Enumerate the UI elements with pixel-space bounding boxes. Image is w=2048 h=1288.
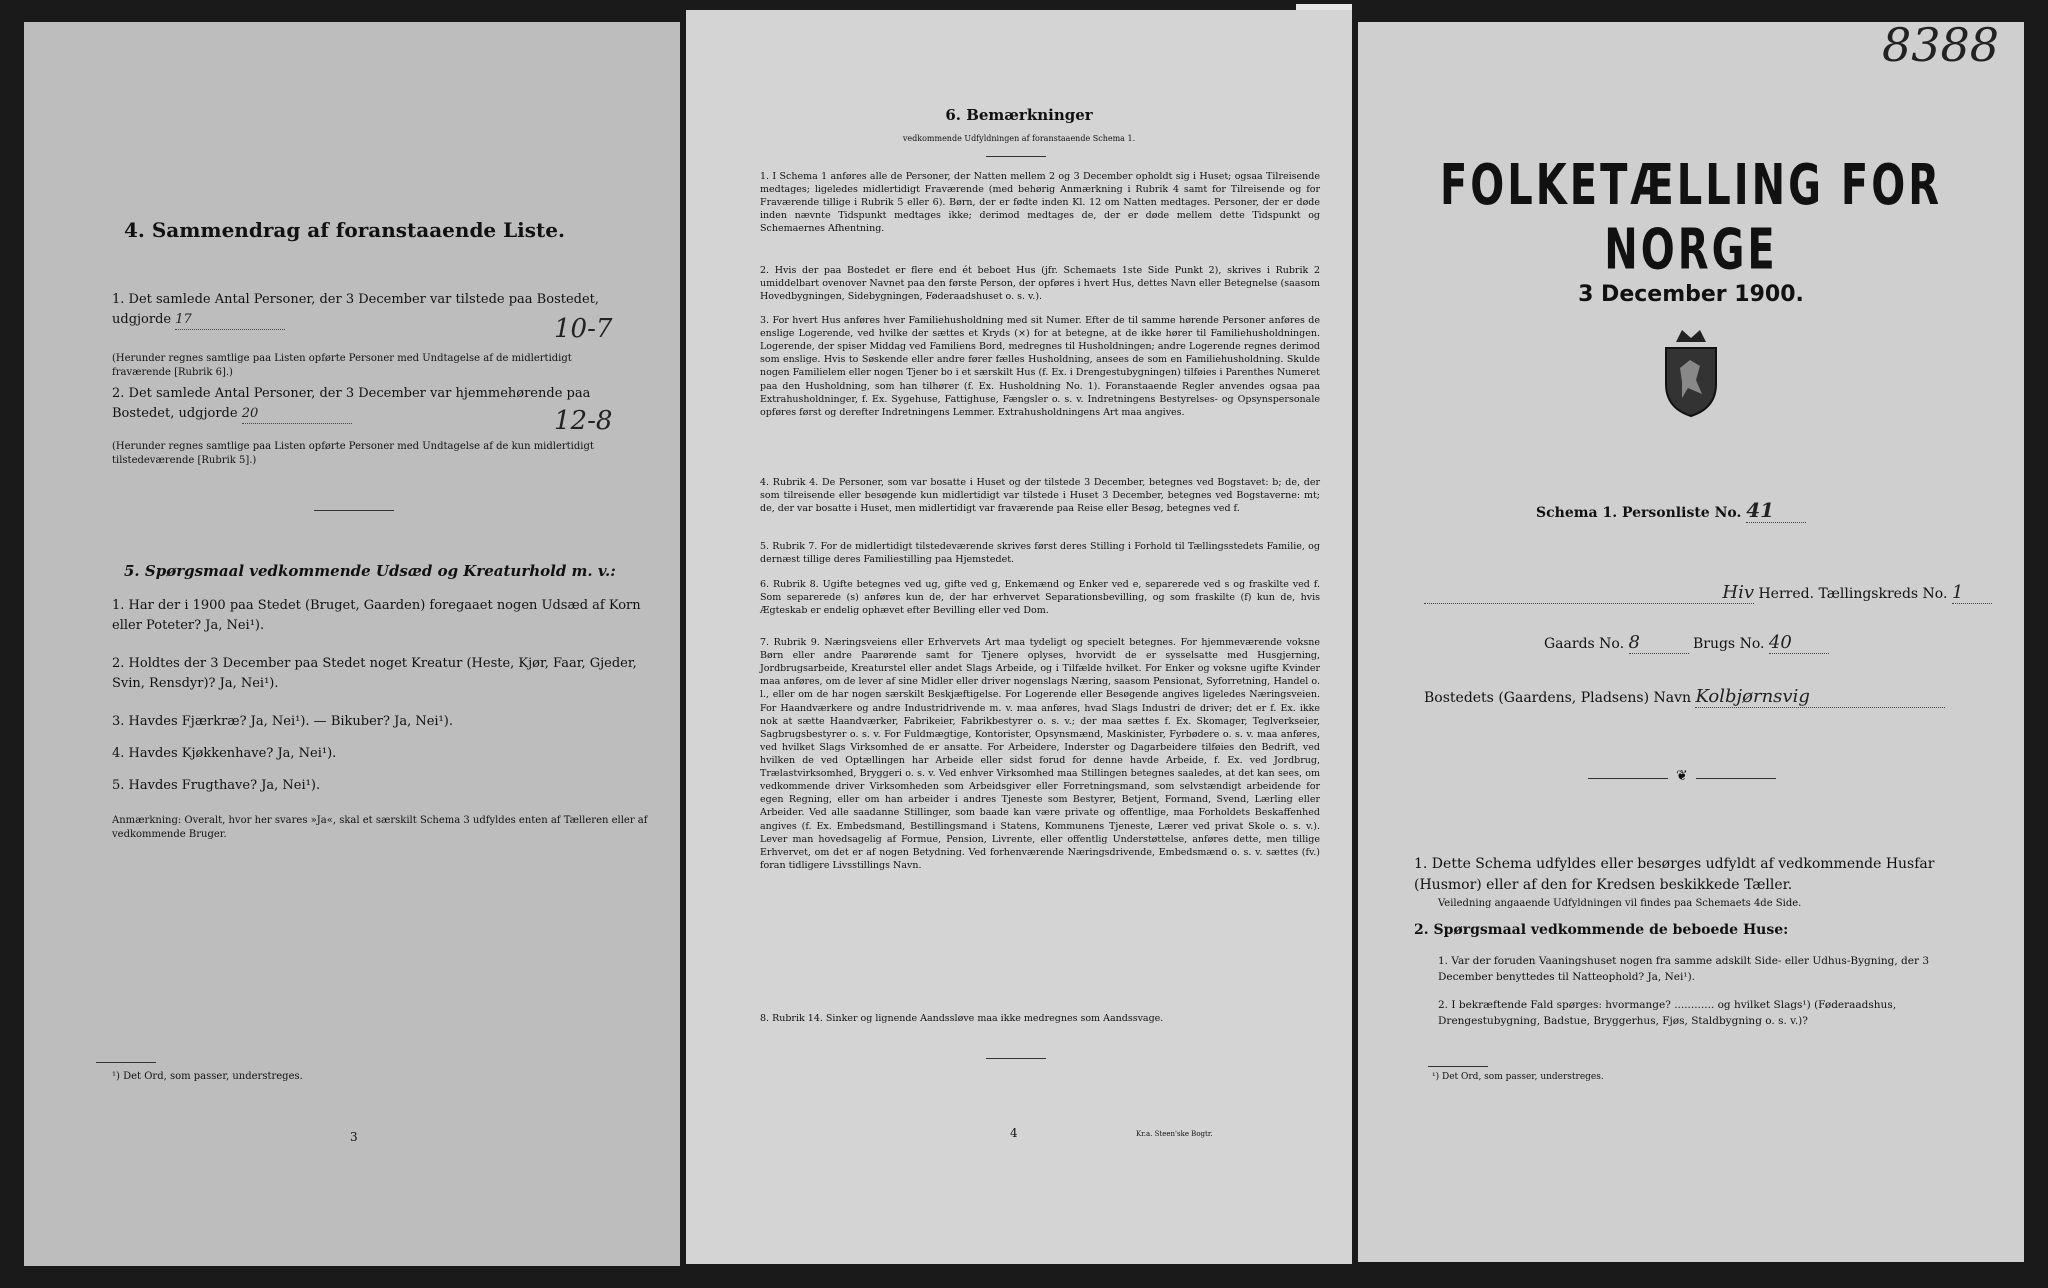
bosted-line	[1424, 686, 1945, 708]
resident-margin-note: 12-8	[554, 406, 613, 436]
instruction-2-2: 2. I bekræftende Fald spørges: hvormange? ............ og hvilket Slags¹) (Føderaadshus, Drengestubygning, Badstue, Bryggerhus, Fjøs, Staldbygning o. s. v.)?	[1438, 999, 1897, 1027]
archive-number: 8388	[1882, 22, 2000, 72]
summary-item-2-note: (Herunder regnes samtlige paa Listen opførte Personer med Undtagelse af de kun midlertidigt tilstedeværende [Rubrik 5].)	[112, 441, 594, 466]
question-3: 3. Havdes Fjærkræ? Ja, Nei¹). — Bikuber? Ja, Nei¹).	[112, 714, 453, 729]
remark-item-8: 8. Rubrik 14. Sinker og lignende Aandssløve maa ikke medregnes som Aandssvage.	[760, 1013, 1164, 1024]
middle-page	[686, 10, 1352, 1264]
instruction-2-1: 1. Var der foruden Vaaningshuset nogen fra samme adskilt Side- eller Udhus-Bygning, der 3 December benyttedes til Natteophold? Ja, Nei¹).	[1438, 955, 1929, 983]
instruction-1: 1. Dette Schema udfyldes eller besørges udfyldt af vedkommende Husfar (Husmor) eller af den for Kredsen beskikkede Tæller.	[1414, 856, 1935, 893]
census-title: FOLKETÆLLING FOR NORGE	[1439, 153, 1943, 283]
remark-item-2: 2. Hvis der paa Bostedet er flere end ét beboet Hus (jfr. Schemaets 1ste Side Punkt 2), skrives i Rubrik 2 umiddelbart ovenover Navnet paa den første Person, der opføres i hvert Hus, dettes Navn eller Betegnelse (saasom Hovedbygningen, Sidebygningen, Føderaadshuset o. s. v.).	[760, 265, 1320, 303]
page-number: 3	[350, 1130, 358, 1144]
remark: Anmærkning: Overalt, hvor her svares »Ja«, skal et særskilt Schema 3 udfyldes enten af Tælleren eller af vedkommende Bruger.	[112, 815, 648, 840]
gaards-value: 8	[1629, 632, 1689, 654]
remark-item-1: 1. I Schema 1 anføres alle de Personer, der Natten mellem 2 og 3 December opholdt sig i Huset; ogsaa Tilreisende medtages; ligeledes midlertidigt Fraværende (med behørig Anmærkning i Rubrik 4 samt for Tilreisende og for Fraværende tillige i Rubrik 5 eller 6). Børn, der er fødte inden Kl. 12 om Natten medtages. Personer, der er døde inden nævnte Tidspunkt medtages ikke; derimod medtages de, der er døde mellem dette Tidspunkt og Schemaernes Afhentning.	[760, 171, 1320, 235]
herred-field	[1424, 582, 1754, 604]
ornament-icon: ❦	[1676, 768, 1688, 784]
remarks-title: 6. Bemærkninger	[945, 106, 1093, 124]
left-page	[24, 22, 680, 1266]
page-number: 4	[1010, 1126, 1018, 1140]
brugs-label: Brugs No.	[1692, 636, 1765, 652]
summary-item-1-end: udgjorde	[112, 311, 172, 327]
kreds-value: 1	[1952, 582, 1992, 604]
schema-line	[1536, 498, 1806, 523]
personliste-number: 41	[1746, 498, 1806, 523]
schema-label: Schema 1. Personliste No.	[1536, 505, 1742, 521]
summary-title: 4. Sammendrag af foranstaaende Liste.	[124, 218, 565, 242]
herred-label: Herred.	[1758, 586, 1815, 602]
bosted-label: Bostedets (Gaardens, Pladsens) Navn	[1424, 690, 1692, 706]
gaards-line	[1544, 632, 1829, 654]
remark-item-4: 4. Rubrik 4. De Personer, som var bosatte i Huset og der tilstede 3 December, betegnes ved Bogstavet: b; de, der som tilreisende eller besøgende kun midlertidigt var tilstede i Huset 3 December, betegnes ved Bogstaverne: mt; de, der var bosatte i Huset, men midlertidigt var fraværende paa Reise eller Besøg, betegnes ved f.	[760, 477, 1320, 515]
resident-count: 20	[242, 404, 352, 425]
ornament	[1588, 768, 1778, 786]
remark-item-5: 5. Rubrik 7. For de midlertidigt tilstedeværende skrives først deres Stilling i Forhold til Tællingsstedets Familie, og dernæst tillige deres Familiestilling paa Hjemstedet.	[760, 541, 1320, 566]
kreds-label: Tællingskreds No.	[1818, 586, 1948, 602]
ornament-left-rule	[1588, 778, 1668, 779]
summary-item-2-text: 2. Det samlede Antal Personer, der 3 December var hjemmehørende paa	[112, 386, 591, 401]
footnote: ¹) Det Ord, som passer, understreges.	[1432, 1072, 1604, 1082]
herred-line	[1424, 582, 1992, 604]
instruction-2: 2. Spørgsmaal vedkommende de beboede Huse:	[1414, 922, 1789, 938]
question-4: 4. Havdes Kjøkkenhave? Ja, Nei¹).	[112, 746, 337, 761]
present-margin-note: 10-7	[554, 314, 613, 344]
crops-section-title: 5. Spørgsmaal vedkommende Udsæd og Kreaturhold m. v.:	[124, 562, 616, 580]
question-5: 5. Havdes Frugthave? Ja, Nei¹).	[112, 778, 321, 793]
coat-of-arms-icon	[1656, 324, 1726, 420]
summary-item-2-end: Bostedet, udgjorde	[112, 405, 238, 421]
bottom-rule	[986, 1058, 1046, 1059]
bosted-value: Kolbjørnsvig	[1695, 686, 1945, 708]
census-date: 3 December 1900.	[1578, 282, 1804, 307]
remark-item-7: 7. Rubrik 9. Næringsveiens eller Erhvervets Art maa tydeligt og specielt betegnes. For hjemmeværende voksne Børn eller andre Paarørende samt for Tjenere oplyses, hvorvidt de er sysselsatte med Husgjerning, Jordbrugsarbeide, Kreaturstel eller andet Slags Arbeide, og i Tilfælde hvilket. For Enker og voksne ugifte Kvinder maa anføres, om de lever af sine Midler eller driver nogenslags Næring, saasom Pensionat, Syforretning, Handel o. l., eller om de har nogen særskilt Beskjæftigelse. For Logerende eller Besøgende angives ligeledes Næringsveien. For Haandværkere og andre Industridrivende m. v. maa anføres, hvad Slags Industri de driver; det er f. Ex. ikke nok at sætte Haandværker, Fabrikeier, Fabrikbestyrer o. s. v.; der maa sættes f. Ex. Skomager, Teglverkseier, Sagbrugsbestyrer o. s. v. For Fuldmægtige, Kontorister, Opsynsmænd, Maskinister, Fyrbødere o. s. v. maa anføres, ved hvilket Slags Virksomhed de er ansatte. For Arbeidere, Inderster og Dagarbeidere tilføies den Bedrift, ved hvilken de ved Optællingen har Arbeide eller sidst forud for denne havde Arbeide, f. Ex. ved Jordbrug, Trælastvirksomhed, Bryggeri o. s. v. Ved enhver Virksomhed maa Stillingen betegnes saaledes, at det kan sees, om vedkommende driver Virksomheden som Arbeidsgiver eller Forretningsmand, som selvstændigt arbeidende for egen Regning, eller om han arbeider i andres Tjeneste som Bestyrer, Betjent, Formand, Svend, Lærling eller Arbeider. Ved alle saadanne Stillinger, som baade kan være private og offentlige, maa Forholdets Beskaffenhed angives (f. Ex. Embedsmand, Bestillingsmand i Statens, Kommunens Tjeneste, Lærer ved privat Skole o. s. v.). Lever man hovedsagelig af Formue, Pension, Livrente, eller offentlig Understøttelse, anføres dette, men tillige Erhvervet, om det er af nogen Betydning. Ved forhenværende Næringsdrivende, Embedsmænd o. s. v. sættes (fv.) foran tidligere Livsstillings Navn.	[760, 637, 1320, 871]
right-page	[1358, 22, 2024, 1262]
question-2: 2. Holdtes der 3 December paa Stedet noget Kreatur (Heste, Kjør, Faar, Gjeder, Svin, Rensdyr)? Ja, Nei¹).	[112, 656, 637, 692]
remarks-subtitle: vedkommende Udfyldningen af foranstaaende Schema 1.	[902, 134, 1136, 143]
gaards-label: Gaards No.	[1544, 636, 1625, 652]
brugs-value: 40	[1769, 632, 1829, 654]
title-rule	[986, 156, 1046, 157]
summary-item-1-note: (Herunder regnes samtlige paa Listen opførte Personer med Undtagelse af de midlertidigt fraværende [Rubrik 6].)	[112, 353, 572, 378]
present-count: 17	[175, 310, 285, 331]
footnote: ¹) Det Ord, som passer, understreges.	[112, 1071, 303, 1082]
remark-item-6: 6. Rubrik 8. Ugifte betegnes ved ug, gifte ved g, Enkemænd og Enker ved e, separerede ved s og fraskilte ved f. Som separerede (s) anføres kun de, der har erhvervet Separationsbevilling, og som fraskilte (f) kun de, hvis Ægteskab er endelig ophævet efter Bevilling eller ved Dom.	[760, 579, 1320, 617]
footnote-rule	[96, 1062, 156, 1063]
printer-mark: Kr.a. Steen'ske Bogtr.	[1136, 1130, 1213, 1138]
question-1: 1. Har der i 1900 paa Stedet (Bruget, Gaarden) foregaaet nogen Udsæd af Korn eller Poteter? Ja, Nei¹).	[112, 598, 641, 634]
ornament-right-rule	[1696, 778, 1776, 779]
herred-value: Hiv	[1722, 582, 1754, 603]
remark-item-3: 3. For hvert Hus anføres hver Familiehusholdning med sit Numer. Efter de til samme hørende Personer anføres de enslige Logerende, ved hvilke der sættes et Kryds (×) for at betegne, at de ikke hører til Familiehusholdningen. Logerende, der spiser Middag ved Familiens Bord, medregnes til Husholdningen; andre Logerende regnes derimod som enslige. Hvis to Søskende eller andre fører fælles Husholdning, ansees de som en Familiehusholdning. Skulde nogen Familielem eller nogen Tjener bo i et særskilt Hus (f. Ex. i Drengestubygningen) tilføies i Parenthes Numeret paa den Husholdning, som han tilhører (f. Ex. Husholdning No. 1). Foranstaaende Regler anvendes ogsaa paa Extrahusholdninger, f. Ex. Sygehuse, Fattighuse, Fængsler o. s. v. Indretningens Bestyrelses- og Opsynspersonale opføres først og derefter Indretningens Lemmer. Extrahusholdningens Art maa angives.	[760, 315, 1320, 418]
footnote-rule	[1428, 1066, 1488, 1067]
instruction-1-sub: Veiledning angaaende Udfyldningen vil findes paa Schemaets 4de Side.	[1438, 898, 1802, 909]
summary-item-1-text: 1. Det samlede Antal Personer, der 3 December var tilstede paa Bostedet,	[112, 292, 600, 307]
divider	[314, 510, 394, 511]
